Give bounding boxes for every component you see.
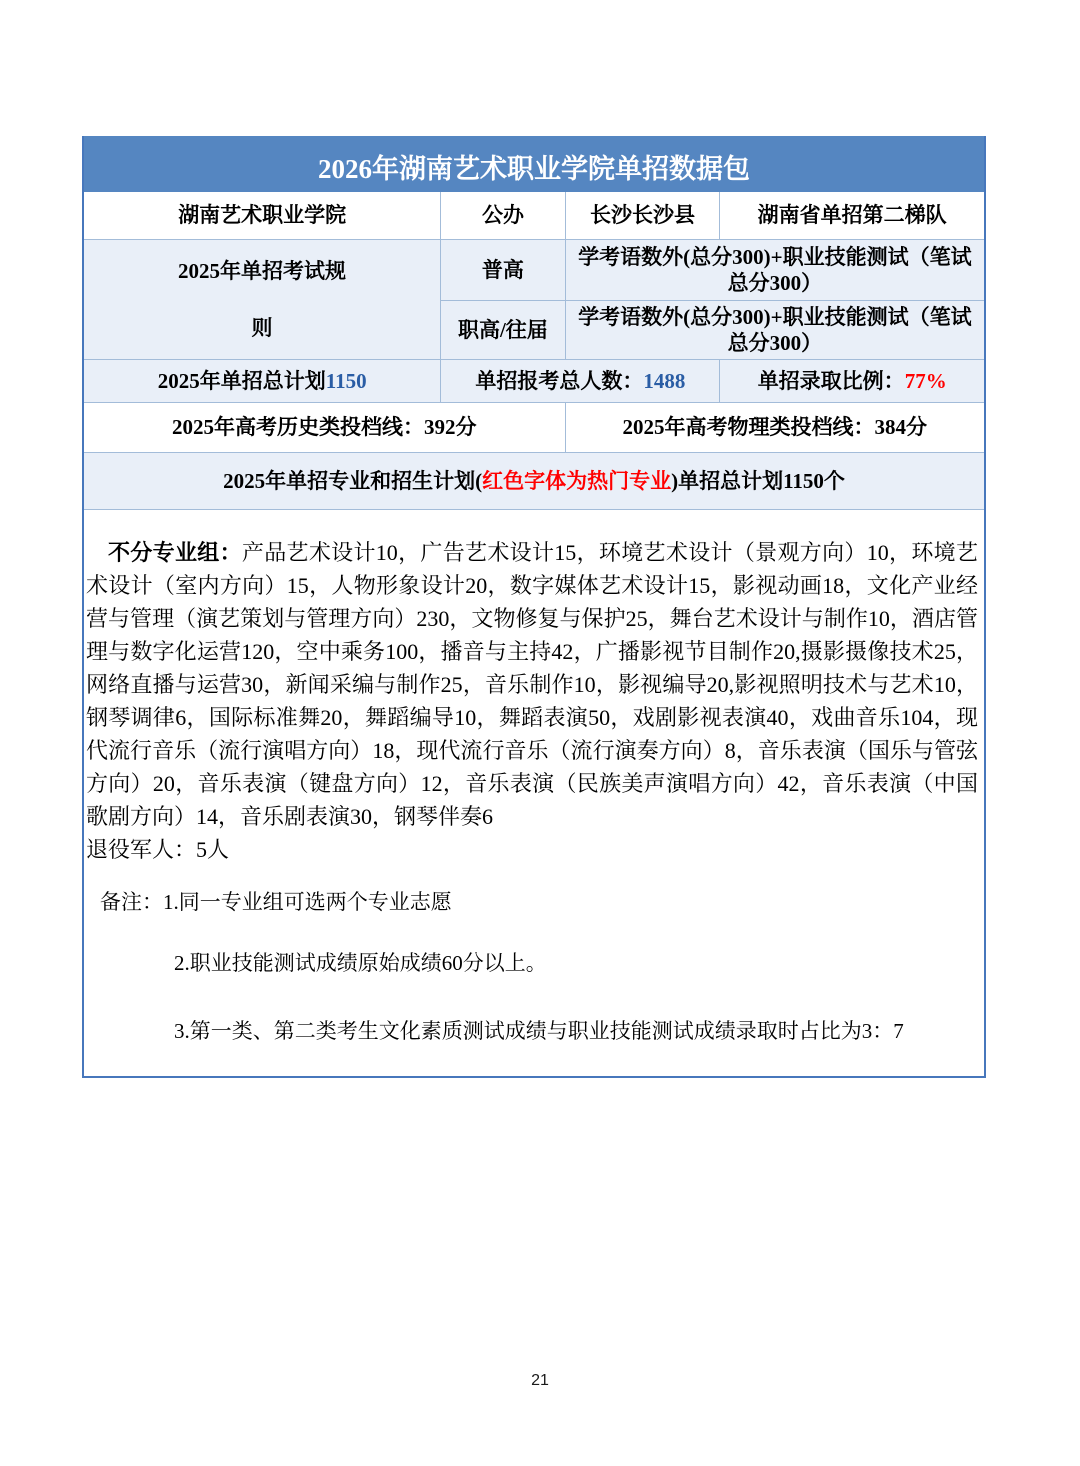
physics-cutoff: 2025年高考物理类投档线：384分 xyxy=(565,403,984,452)
exam-rules-rows xyxy=(84,240,984,360)
exam-rules-detail xyxy=(440,240,984,359)
total-plan-value: 1150 xyxy=(325,368,367,393)
majors-plan-header xyxy=(84,453,984,509)
total-plan-label: 2025年单招总计划 xyxy=(157,368,326,393)
majors-header-highlight: 红色字体为热门专业 xyxy=(482,468,672,493)
table-title: 2026年湖南艺术职业学院单招数据包 xyxy=(84,136,984,192)
college-ownership: 公办 xyxy=(440,192,564,239)
majors-paragraph xyxy=(86,536,978,833)
history-cutoff: 2025年高考历史类投档线：392分 xyxy=(172,415,477,440)
applicants-cell xyxy=(440,360,719,402)
college-name: 湖南艺术职业学院 xyxy=(178,203,347,228)
rule-row-zhigao xyxy=(441,300,984,360)
majors-plan-header-row xyxy=(84,453,984,510)
total-plan-cell xyxy=(84,360,440,402)
page-number: 21 xyxy=(531,1372,549,1389)
majors-header-prefix: 2025年单招专业和招生计划( xyxy=(223,468,483,493)
gaokao-cutoff-row xyxy=(84,403,984,453)
admission-ratio-value: 77% xyxy=(904,368,947,393)
note-3: 3.第一类、第二类考生文化素质测试成绩与职业技能测试成绩录取时占比为3：7 xyxy=(174,1019,904,1043)
plan-statistics-row xyxy=(84,360,984,403)
college-location: 长沙长沙县 xyxy=(565,192,720,239)
exam-rules-label: 2025年单招考试规则 xyxy=(178,258,346,340)
admission-ratio-label: 单招录取比例： xyxy=(757,368,905,393)
rule-row-putonggao xyxy=(441,240,984,300)
college-info-row xyxy=(84,192,984,240)
note-2: 2.职业技能测试成绩原始成绩60分以上。 xyxy=(174,951,547,975)
majors-content-cell xyxy=(84,536,984,1076)
majors-list: 产品艺术设计10，广告艺术设计15，环境艺术设计（景观方向）10，环境艺术设计（室内方向）15，人物形象设计20，数字媒体艺术设计15，影视动画18，文化产业经营与管理（演艺策划与管理方向）230，文物修复与保护25，舞台艺术设计与制作10，酒店管理与数字化运营120，空中乘务100，播音与主持42，广播影视节目制作20,摄影摄像技术25，网络直播与运营30，新闻采编与制作25，音乐制作10，影视编导20,影视照明技术与艺术10，钢琴调律6，国际标准舞20，舞蹈编导10，舞蹈表演50，戏剧影视表演40，戏曲音乐104，现代流行音乐（流行演唱方向）18，现代流行音乐（流行演奏方向）8，音乐表演（国乐与管弦方向）20，音乐表演（键盘方向）12，音乐表演（民族美声演唱方向）42，音乐表演（中国歌剧方向）14，音乐剧表演30，钢琴伴奏6 xyxy=(86,540,978,829)
majors-group-label: 不分专业组： xyxy=(108,540,242,565)
recruitment-data-table xyxy=(82,136,986,1078)
admission-ratio-cell xyxy=(719,360,984,402)
veterans-line: 退役军人：5人 xyxy=(86,837,230,862)
applicants-label: 单招报考总人数： xyxy=(475,368,644,393)
rule-category-pugao: 普高 xyxy=(481,257,524,282)
college-tier: 湖南省单招第二梯队 xyxy=(719,192,984,239)
rule-text-zhigao: 学考语数外(总分300)+职业技能测试（笔试总分300） xyxy=(565,301,984,360)
majors-header-suffix: )单招总计划1150个 xyxy=(671,468,845,493)
rule-text-pugao: 学考语数外(总分300)+职业技能测试（笔试总分300） xyxy=(565,240,984,300)
applicants-value: 1488 xyxy=(643,368,686,393)
note-1: 备注：1.同一专业组可选两个专业志愿 xyxy=(100,890,452,914)
rule-category-zhigao: 职高/往届 xyxy=(457,317,548,342)
